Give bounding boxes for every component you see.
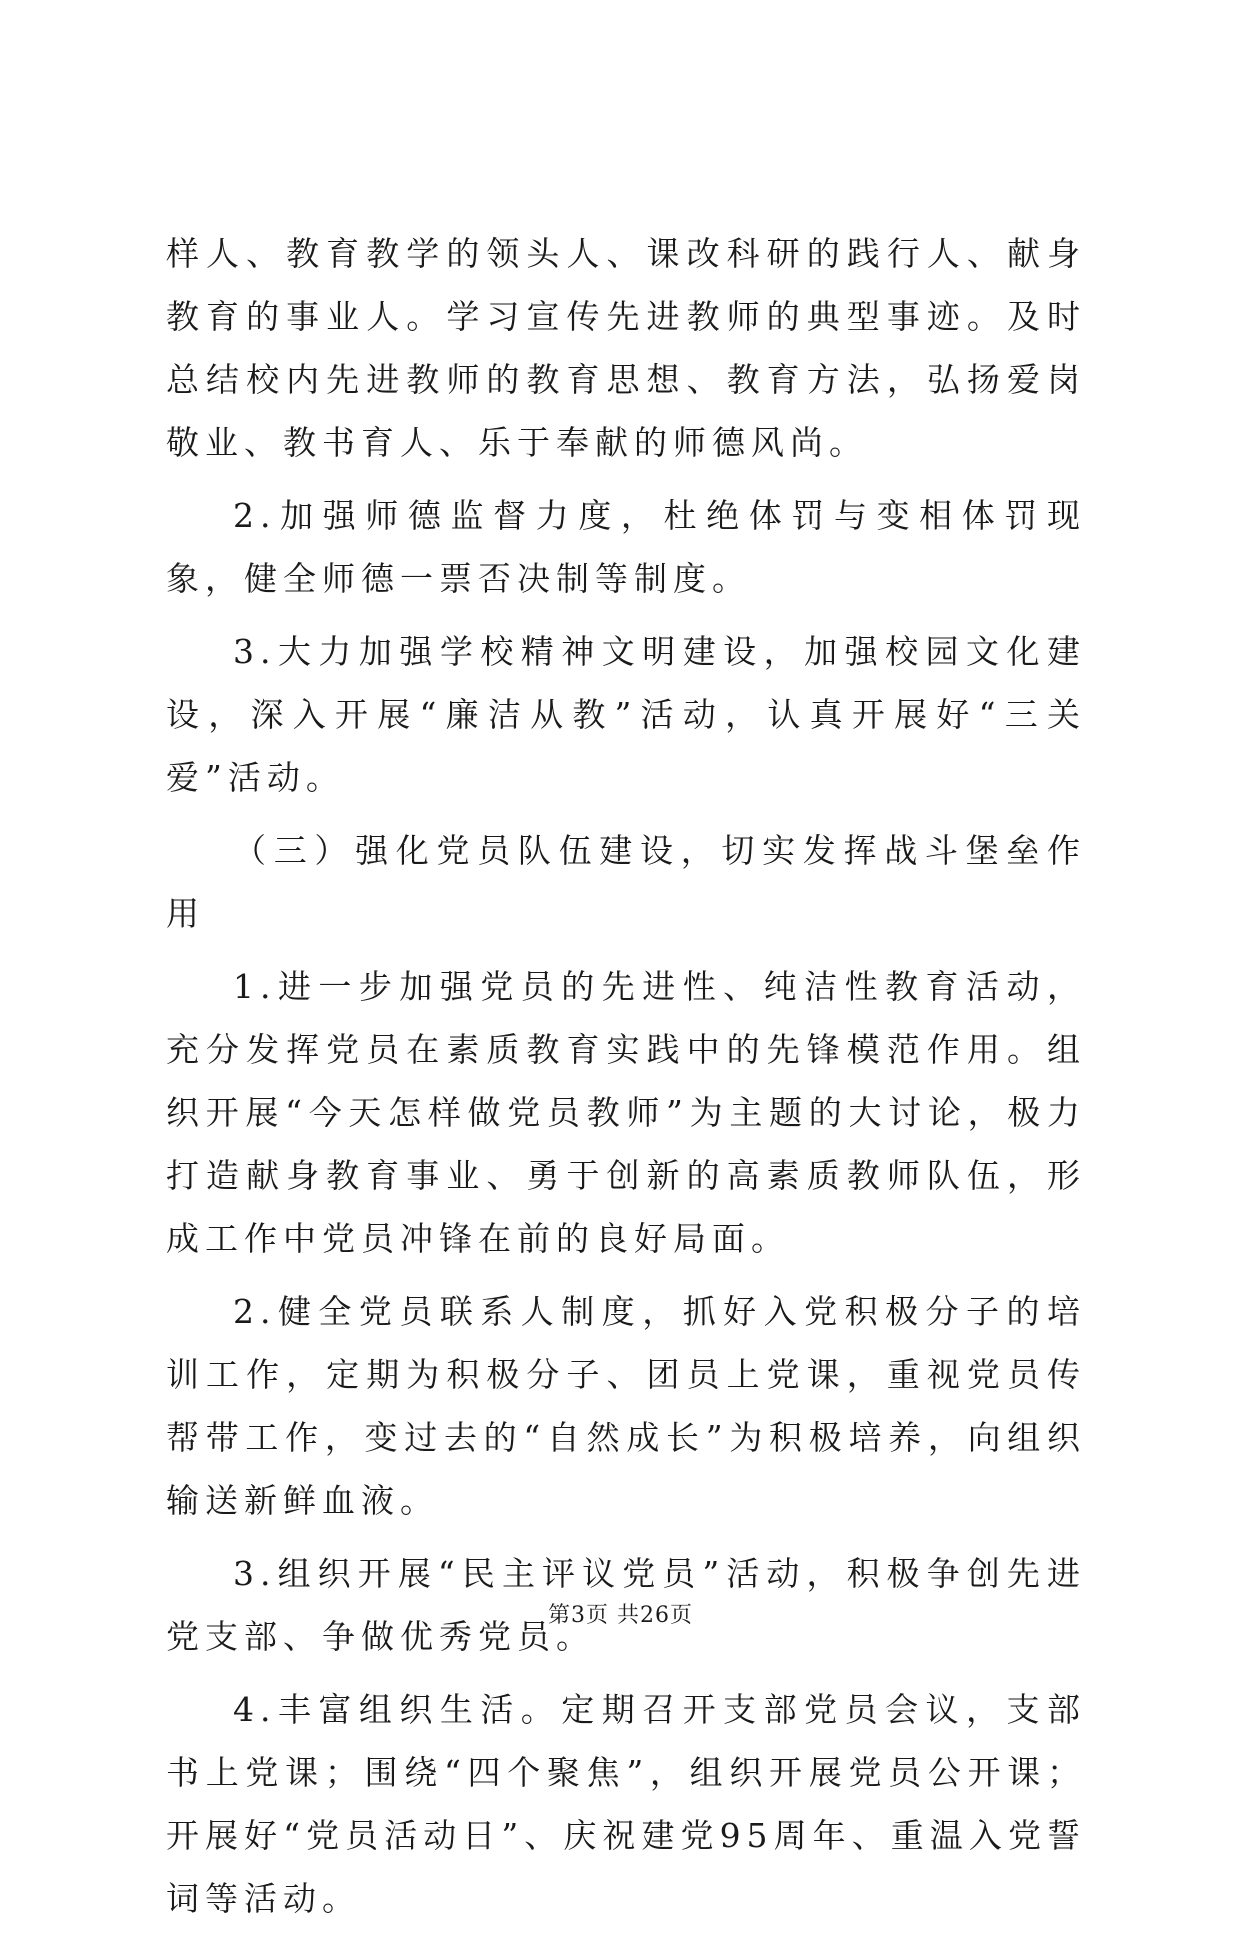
paragraph-item-3-civilization: 3.大力加强学校精神文明建设，加强校园文化建设，深入开展“廉洁从教”活动，认真开展好“三关爱”活动。 bbox=[166, 632, 1086, 797]
document-body bbox=[166, 222, 1086, 1940]
paragraph-item-1-party-education: 1.进一步加强党员的先进性、纯洁性教育活动，充分发挥党员在素质教育实践中的先锋模范作用。组织开展“今天怎样做党员教师”为主题的大讨论，极力打造献身教育事业、勇于创新的高素质教师队伍，形成工作中党员冲锋在前的良好局面。 bbox=[166, 967, 1086, 1258]
paragraph-item-2-ethics-supervision: 2.加强师德监督力度，杜绝体罚与变相体罚现象，健全师德一票否决制等制度。 bbox=[166, 496, 1086, 598]
paragraph-continuation: 样人、教育教学的领头人、课改科研的践行人、献身教育的事业人。学习宣传先进教师的典型事迹。及时总结校内先进教师的教育思想、教育方法，弘扬爱岗敬业、教书育人、乐于奉献的师德风尚。 bbox=[166, 234, 1086, 462]
page-number-footer: 第3页 共26页 bbox=[548, 1603, 693, 1628]
paragraph-item-3-party-review: 3.组织开展“民主评议党员”活动，积极争创先进党支部、争做优秀党员。 bbox=[166, 1554, 1086, 1656]
paragraph-item-2-party-contact: 2.健全党员联系人制度，抓好入党积极分子的培训工作，定期为积极分子、团员上党课，重视党员传帮带工作，变过去的“自然成长”为积极培养，向组织输送新鲜血液。 bbox=[166, 1292, 1086, 1520]
paragraph-item-4-org-life: 4.丰富组织生活。定期召开支部党员会议，支部书上党课；围绕“四个聚焦”，组织开展党员公开课；开展好“党员活动日”、庆祝建党95周年、重温入党誓词等活动。 bbox=[166, 1690, 1086, 1918]
section-heading-3: （三）强化党员队伍建设，切实发挥战斗堡垒作用 bbox=[166, 831, 1086, 933]
